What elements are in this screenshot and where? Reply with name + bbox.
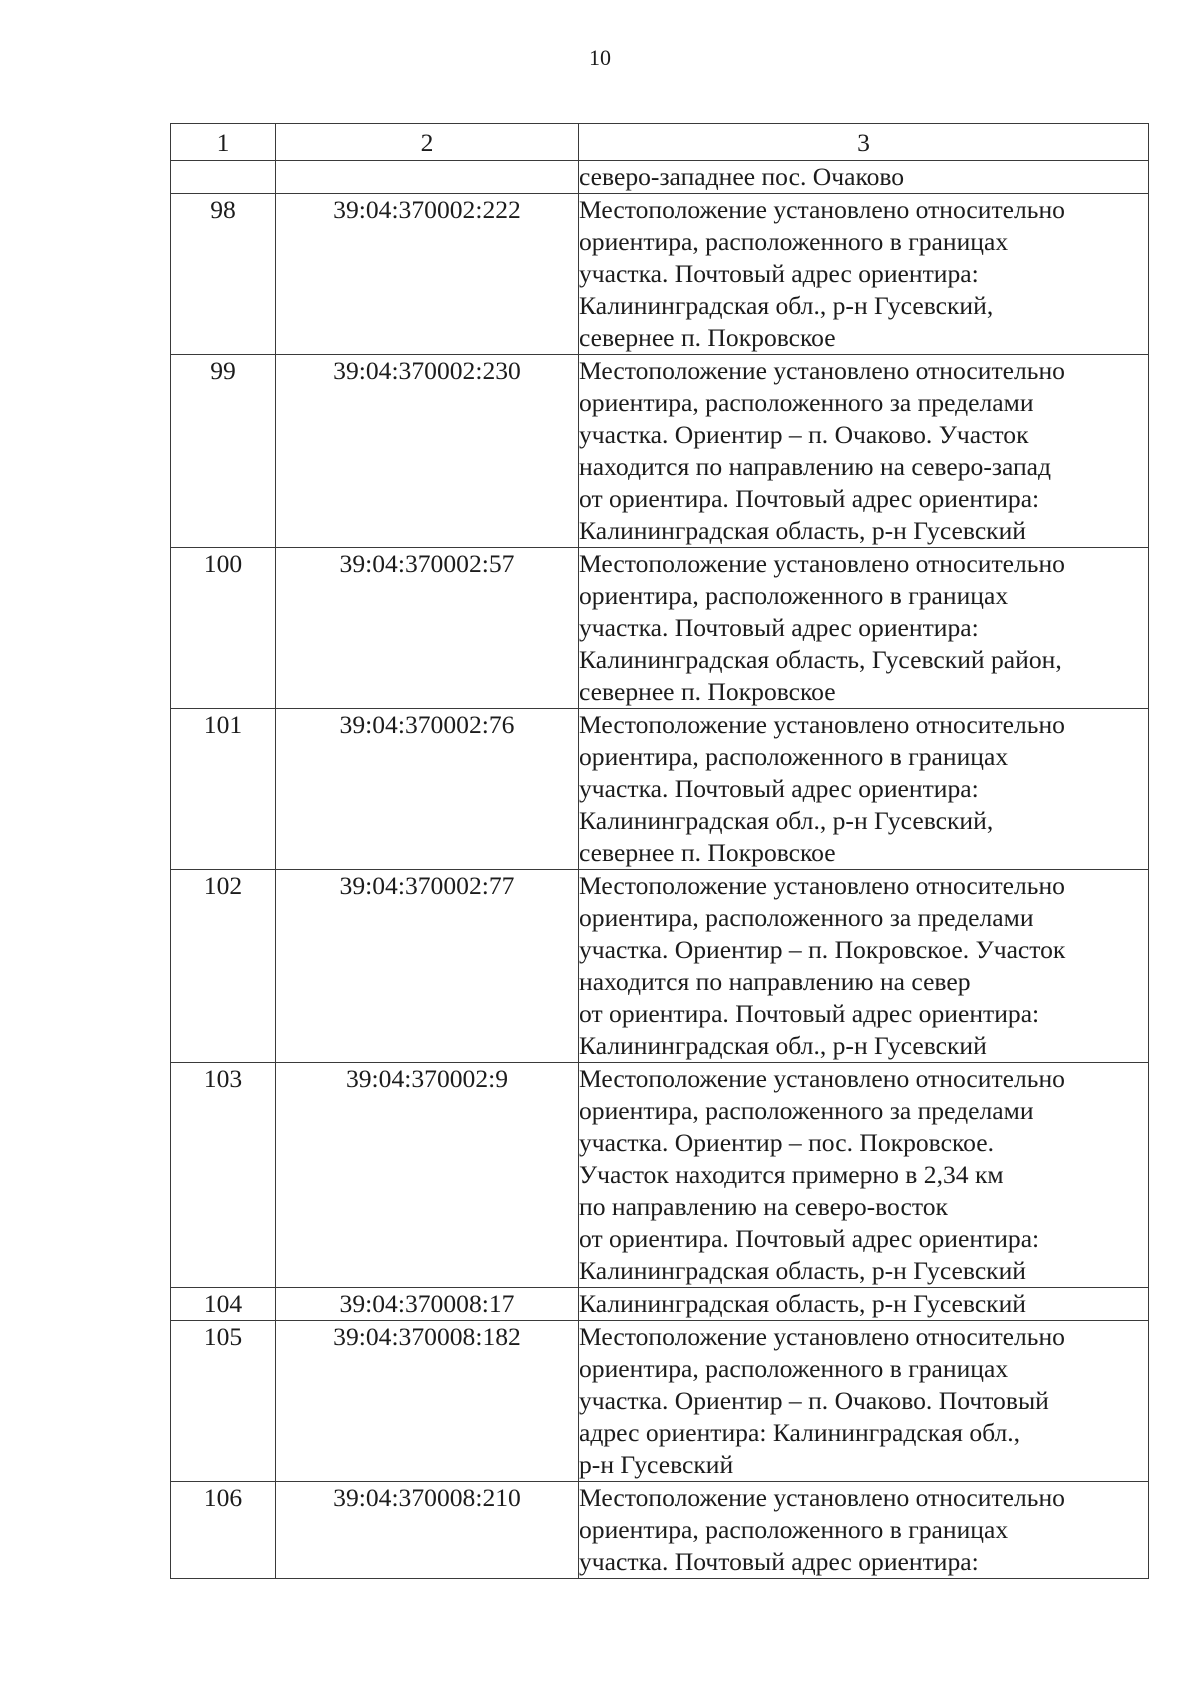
description-line: по направлению на северо-восток — [579, 1192, 948, 1221]
table-row — [171, 1321, 1149, 1482]
description-line: Калининградская область, Гусевский район, — [579, 645, 1062, 674]
cadastral-number-cell: 39:04:370008:182 — [276, 1321, 579, 1482]
description-line: находится по направлению на север — [579, 967, 971, 996]
table-row — [171, 355, 1149, 548]
row-number-cell: 105 — [171, 1321, 276, 1482]
description-line: участка. Ориентир – п. Очаково. Почтовый — [579, 1386, 1049, 1415]
description-line: от ориентира. Почтовый адрес ориентира: — [579, 1224, 1040, 1253]
description-line: севернее п. Покровское — [579, 838, 836, 867]
row-number-cell: 102 — [171, 870, 276, 1063]
description-line: р-н Гусевский — [579, 1450, 734, 1479]
table-row — [171, 1063, 1149, 1288]
description-line: ориентира, расположенного в границах — [579, 1354, 1009, 1383]
description-line: участка. Почтовый адрес ориентира: — [579, 774, 979, 803]
cadastral-number-cell: 39:04:370002:57 — [276, 548, 579, 709]
description-line: участка. Ориентир – п. Покровское. Участок — [579, 935, 1066, 964]
table-row — [171, 1288, 1149, 1321]
cadastral-number-cell: 39:04:370008:210 — [276, 1482, 579, 1579]
description-line: участка. Ориентир – п. Очаково. Участок — [579, 420, 1029, 449]
row-number-cell: 100 — [171, 548, 276, 709]
cadastral-number-cell — [276, 161, 579, 194]
location-description-cell — [579, 548, 1149, 709]
column-header-2: 2 — [276, 124, 579, 161]
table-row — [171, 548, 1149, 709]
description-line: ориентира, расположенного в границах — [579, 227, 1009, 256]
page-number: 10 — [589, 45, 611, 70]
description-line: северо-западнее пос. Очаково — [579, 162, 905, 191]
continuation-row — [171, 161, 1149, 194]
description-line: участка. Почтовый адрес ориентира: — [579, 259, 979, 288]
table-body — [171, 161, 1149, 1579]
description-line: Участок находится примерно в 2,34 км — [579, 1160, 1004, 1189]
column-number-row — [171, 124, 1149, 161]
table-row — [171, 709, 1149, 870]
land-plots-table — [170, 123, 1149, 1579]
description-line: Местоположение установлено относительно — [579, 1322, 1065, 1351]
location-description-cell — [579, 355, 1149, 548]
column-header-3: 3 — [579, 124, 1149, 161]
location-description-cell — [579, 870, 1149, 1063]
cadastral-number-cell: 39:04:370002:222 — [276, 194, 579, 355]
description-line: участка. Ориентир – пос. Покровское. — [579, 1128, 994, 1157]
location-description-cell — [579, 709, 1149, 870]
location-description-cell — [579, 1482, 1149, 1579]
row-number-cell: 103 — [171, 1063, 276, 1288]
description-line: севернее п. Покровское — [579, 323, 836, 352]
description-line: участка. Почтовый адрес ориентира: — [579, 1547, 979, 1576]
cadastral-number-cell: 39:04:370002:9 — [276, 1063, 579, 1288]
description-line: ориентира, расположенного за пределами — [579, 388, 1034, 417]
description-line: Местоположение установлено относительно — [579, 549, 1065, 578]
description-line: от ориентира. Почтовый адрес ориентира: — [579, 484, 1040, 513]
description-line: Местоположение установлено относительно — [579, 871, 1065, 900]
description-line: Калининградская область, р-н Гусевский — [579, 1256, 1027, 1285]
description-line: ориентира, расположенного в границах — [579, 742, 1009, 771]
description-line: адрес ориентира: Калининградская обл., — [579, 1418, 1021, 1447]
description-line: Калининградская область, р-н Гусевский — [579, 516, 1027, 545]
description-line: Калининградская обл., р-н Гусевский, — [579, 291, 994, 320]
row-number-cell: 101 — [171, 709, 276, 870]
row-number-cell: 99 — [171, 355, 276, 548]
description-line: Местоположение установлено относительно — [579, 1064, 1065, 1093]
table-row — [171, 1482, 1149, 1579]
description-line: ориентира, расположенного в границах — [579, 581, 1009, 610]
description-line: находится по направлению на северо-запад — [579, 452, 1052, 481]
description-line: участка. Почтовый адрес ориентира: — [579, 613, 979, 642]
row-number-cell: 98 — [171, 194, 276, 355]
description-line: Местоположение установлено относительно — [579, 195, 1065, 224]
row-number-cell — [171, 161, 276, 194]
description-line: Калининградская обл., р-н Гусевский, — [579, 806, 994, 835]
description-line: ориентира, расположенного за пределами — [579, 903, 1034, 932]
cadastral-number-cell: 39:04:370002:76 — [276, 709, 579, 870]
table-row — [171, 194, 1149, 355]
location-description-cell — [579, 194, 1149, 355]
description-line: Местоположение установлено относительно — [579, 1483, 1065, 1512]
location-description-cell — [579, 1063, 1149, 1288]
cadastral-number-cell: 39:04:370002:77 — [276, 870, 579, 1063]
description-line: севернее п. Покровское — [579, 677, 836, 706]
cadastral-number-cell: 39:04:370002:230 — [276, 355, 579, 548]
description-line: ориентира, расположенного за пределами — [579, 1096, 1034, 1125]
column-header-1: 1 — [171, 124, 276, 161]
row-number-cell: 104 — [171, 1288, 276, 1321]
location-description-cell — [579, 1321, 1149, 1482]
description-line: Калининградская область, р-н Гусевский — [579, 1289, 1027, 1318]
cadastral-number-cell: 39:04:370008:17 — [276, 1288, 579, 1321]
description-line: ориентира, расположенного в границах — [579, 1515, 1009, 1544]
description-line: Местоположение установлено относительно — [579, 710, 1065, 739]
row-number-cell: 106 — [171, 1482, 276, 1579]
location-description-cell — [579, 1288, 1149, 1321]
description-line: от ориентира. Почтовый адрес ориентира: — [579, 999, 1040, 1028]
table-row — [171, 870, 1149, 1063]
location-description-cell — [579, 161, 1149, 194]
description-line: Местоположение установлено относительно — [579, 356, 1065, 385]
description-line: Калининградская обл., р-н Гусевский — [579, 1031, 987, 1060]
